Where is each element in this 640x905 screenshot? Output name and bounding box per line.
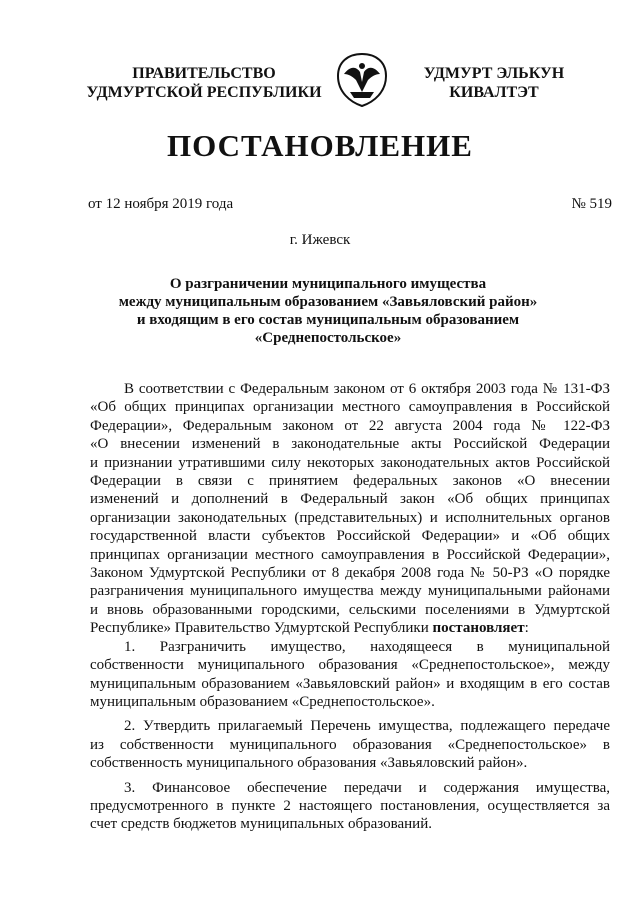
item-3-paragraph [90, 779, 610, 834]
document-body [90, 380, 610, 834]
body-line: организации законодательных (представительных) и исполнительных органов [90, 509, 610, 526]
body-line: 1. Разграничить имущество, находящееся в муниципальной [124, 638, 610, 655]
body-line: В соответствии с Федеральным законом от 6 октября 2003 года № 131-ФЗ [124, 381, 610, 397]
body-line: муниципальным образованием «Завьяловский район» и входящим в его состав [90, 675, 610, 692]
title-line: О разграничении муниципального имущества [169, 276, 487, 292]
final-line-text: Республике» Правительство Удмуртской Республики [90, 620, 433, 637]
body-line: 2. Утвердить прилагаемый Перечень имущества, подлежащего передаче [124, 718, 610, 735]
issuer-line: УДМУРТ ЭЛЬКУН [423, 65, 565, 82]
body-line: государственной власти субъектов Российской Федерации» и «Об общих [90, 528, 610, 545]
preamble-paragraph [90, 380, 610, 638]
item-2-paragraph [90, 717, 610, 772]
title-line: и входящим в его состав муниципальным образованием [136, 312, 520, 328]
body-line: и вновь образованными городскими, сельскими поселениями в Удмуртской [90, 601, 610, 618]
issuer-name-russian [84, 64, 324, 102]
body-line: «О внесении изменений в законодательные акты Российской Федерации [90, 436, 610, 453]
decree-keyword: постановляет [432, 620, 525, 637]
body-line: счет средств бюджетов муниципальных образований. [90, 816, 432, 833]
udmurtia-coat-of-arms-icon [336, 52, 388, 108]
body-line-final [90, 619, 610, 637]
document-type-heading: ПОСТАНОВЛЕНИЕ [167, 128, 473, 163]
document-title [86, 275, 570, 347]
body-line: 3. Финансовое обеспечение передачи и содержания имущества, [124, 779, 610, 796]
issuer-line: КИВАЛТЭТ [449, 84, 539, 101]
body-line: разграничения муниципального имущества между муниципальными районами [90, 583, 610, 600]
issuer-line: ПРАВИТЕЛЬСТВО [132, 65, 276, 82]
body-line: Федерации в связи с принятием федеральных законов «О внесении [90, 473, 610, 490]
title-line: «Среднепостольское» [254, 330, 402, 346]
body-line: «Об общих принципах организации местного самоуправления в Российской [90, 399, 610, 416]
document-city: г. Ижевск [289, 232, 351, 248]
body-line: Федерации», Федеральным законом от 22 августа 2004 года № 122-ФЗ [90, 417, 610, 434]
document-date: от 12 ноября 2019 года [88, 196, 234, 212]
document-number: № 519 [571, 196, 612, 212]
issuer-name-udmurt [414, 64, 574, 102]
title-line: между муниципальным образованием «Завьяловский район» [118, 294, 538, 310]
final-line-colon: : [524, 620, 529, 637]
body-line: Законом Удмуртской Республики от 8 декабря 2008 года № 50-РЗ «О порядке [90, 565, 610, 582]
item-1-paragraph [90, 638, 610, 712]
body-line: из собственности муниципального образования «Среднепостольское» в [90, 736, 610, 753]
body-line: изменений и дополнений в Федеральный закон «Об общих принципах [90, 491, 610, 508]
body-line: и признании утратившими силу некоторых законодательных актов Российской [90, 454, 610, 471]
body-line: муниципальным образованием «Среднепостольское». [90, 693, 435, 710]
issuer-line: УДМУРТСКОЙ РЕСПУБЛИКИ [86, 84, 322, 101]
body-line: собственность муниципального образования «Завьяловский район». [90, 755, 528, 772]
body-line: принципах организации местного самоуправления в Российской Федерации», [90, 546, 610, 563]
body-line: собственности муниципального образования «Среднепостольское», между [90, 657, 610, 674]
body-line: предусмотренного в пункте 2 настоящего постановления, осуществляется за [90, 797, 610, 814]
